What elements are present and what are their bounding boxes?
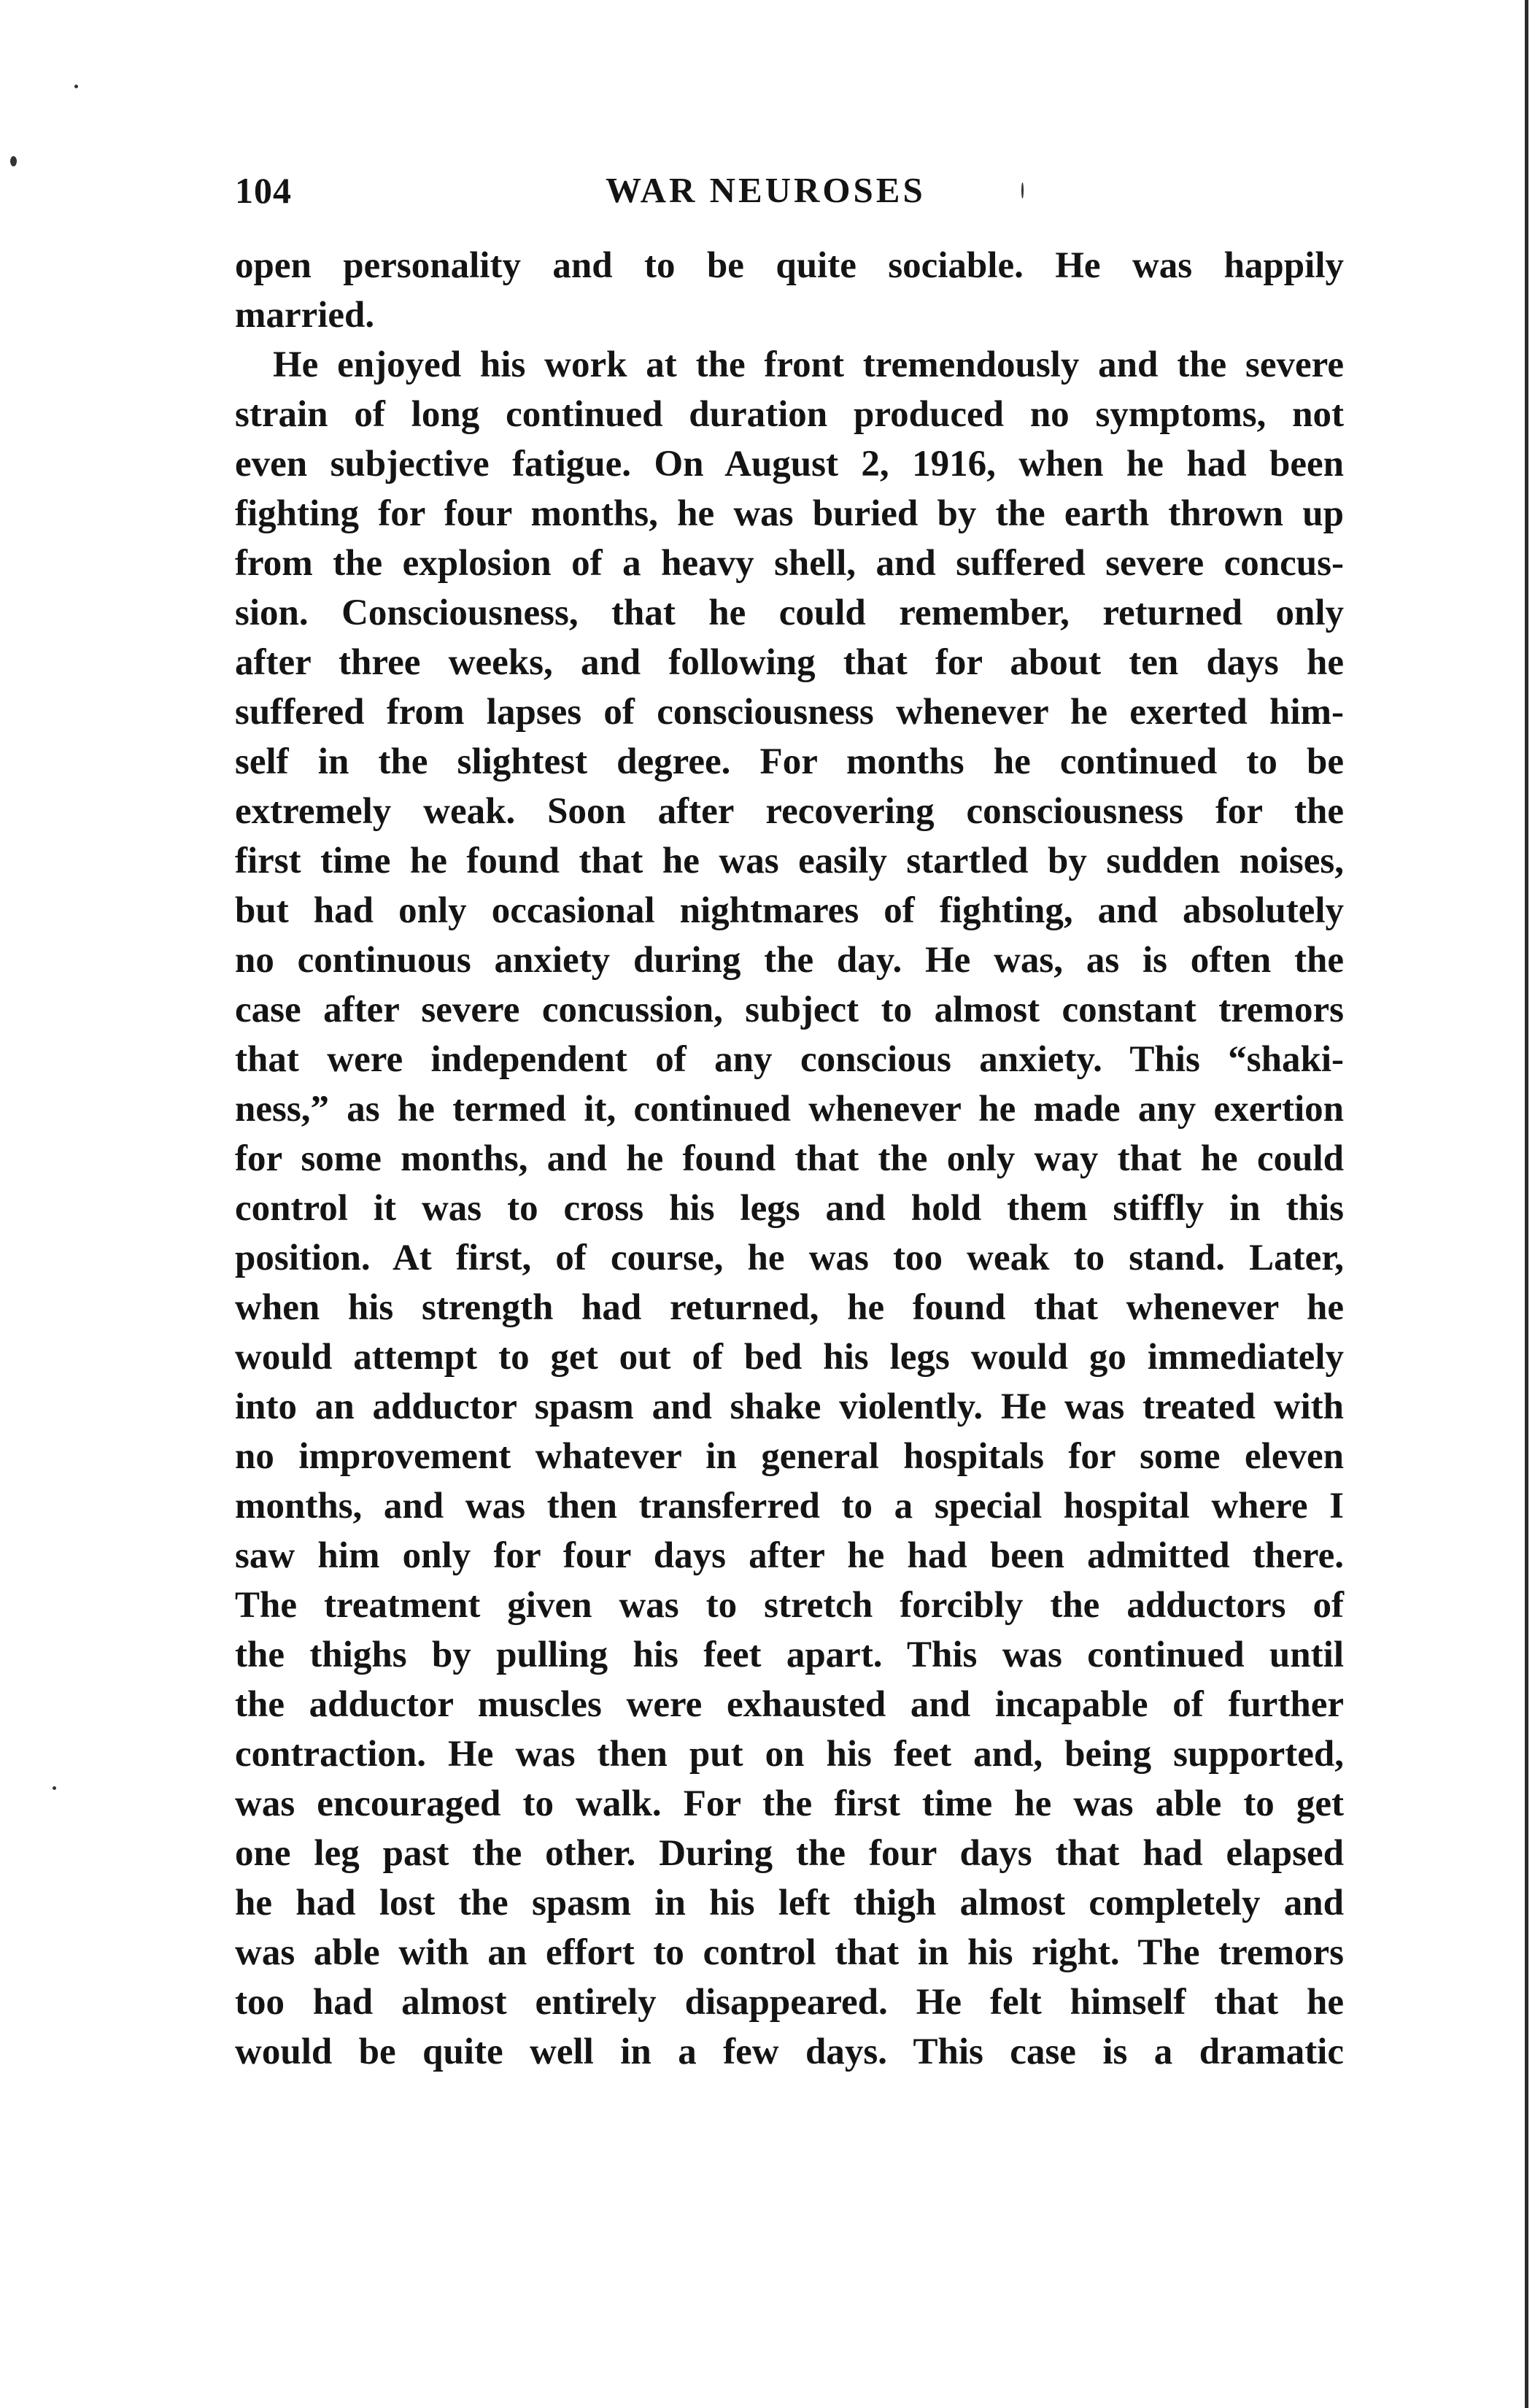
text-line: The treatment given was to stretch forcibly the adductors of <box>235 1585 1344 1626</box>
text-line: case after severe concussion, subject to almost constant tremors <box>235 989 1344 1030</box>
text-line: after three weeks, and following that for about ten days he <box>235 642 1344 683</box>
scan-speck <box>10 156 17 166</box>
text-line: that were independent of any conscious anxiety. This “shaki- <box>235 1039 1344 1080</box>
text-line: position. At first, of course, he was too weak to stand. Later, <box>235 1238 1344 1278</box>
page-number: 104 <box>235 170 292 211</box>
text-line: He enjoyed his work at the front tremendously and the severe <box>273 344 1344 385</box>
text-line: no improvement whatever in general hospitals for some eleven <box>235 1436 1344 1477</box>
text-line: too had almost entirely disappeared. He felt himself that he <box>235 1982 1344 2023</box>
page-edge-shadow <box>1525 0 1528 2408</box>
text-line: saw him only for four days after he had been admitted there. <box>235 1535 1344 1576</box>
text-line: strain of long continued duration produced no symptoms, not <box>235 394 1344 435</box>
text-line: would be quite well in a few days. This case is a dramatic <box>235 2031 1344 2072</box>
text-line: he had lost the spasm in his left thigh almost completely and <box>235 1883 1344 1923</box>
text-line: first time he found that he was easily startled by sudden noises, <box>235 841 1344 881</box>
text-line: for some months, and he found that the only way that he could <box>235 1138 1344 1179</box>
text-line: from the explosion of a heavy shell, and suffered severe concus- <box>235 543 1344 584</box>
paragraph-1 <box>235 241 1344 340</box>
text-line: was encouraged to walk. For the first time he was able to get <box>235 1783 1344 1824</box>
body-text <box>235 241 1344 2077</box>
text-line: no continuous anxiety during the day. He was, as is often the <box>235 940 1344 981</box>
text-line: ness,” as he termed it, continued whenever he made any exertion <box>235 1089 1344 1130</box>
paragraph-2 <box>235 340 1344 2077</box>
text-line: the adductor muscles were exhausted and incapable of further <box>235 1684 1344 1725</box>
text-line: married. <box>235 295 375 336</box>
running-head <box>235 169 994 220</box>
text-line: into an adductor spasm and shake violently. He was treated with <box>235 1386 1344 1427</box>
text-line: months, and was then transferred to a special hospital where I <box>235 1486 1344 1527</box>
text-line: suffered from lapses of consciousness whenever he exerted him- <box>235 692 1344 733</box>
scan-speck <box>53 1786 56 1790</box>
text-line: sion. Consciousness, that he could remember, returned only <box>235 593 1344 633</box>
text-line: but had only occasional nightmares of fighting, and absolutely <box>235 890 1344 931</box>
scan-speck <box>74 85 78 88</box>
scan-speck <box>1021 182 1024 198</box>
text-line: extremely weak. Soon after recovering consciousness for the <box>235 791 1344 832</box>
text-line: was able with an effort to control that in his right. The tremors <box>235 1932 1344 1973</box>
text-line: fighting for four months, he was buried by the earth thrown up <box>235 493 1344 534</box>
text-line: even subjective fatigue. On August 2, 1916, when he had been <box>235 444 1344 485</box>
text-line: open personality and to be quite sociable. He was happily <box>235 245 1344 286</box>
text-line: when his strength had returned, he found that whenever he <box>235 1287 1344 1328</box>
text-line: would attempt to get out of bed his legs would go immediately <box>235 1337 1344 1378</box>
text-line: one leg past the other. During the four days that had elapsed <box>235 1833 1344 1874</box>
text-line: control it was to cross his legs and hold them stiffly in this <box>235 1188 1344 1229</box>
running-title: WAR NEUROSES <box>606 170 926 210</box>
text-line: the thighs by pulling his feet apart. This was continued until <box>235 1635 1344 1675</box>
text-line: contraction. He was then put on his feet and, being supported, <box>235 1734 1344 1775</box>
text-line: self in the slightest degree. For months he continued to be <box>235 741 1344 782</box>
